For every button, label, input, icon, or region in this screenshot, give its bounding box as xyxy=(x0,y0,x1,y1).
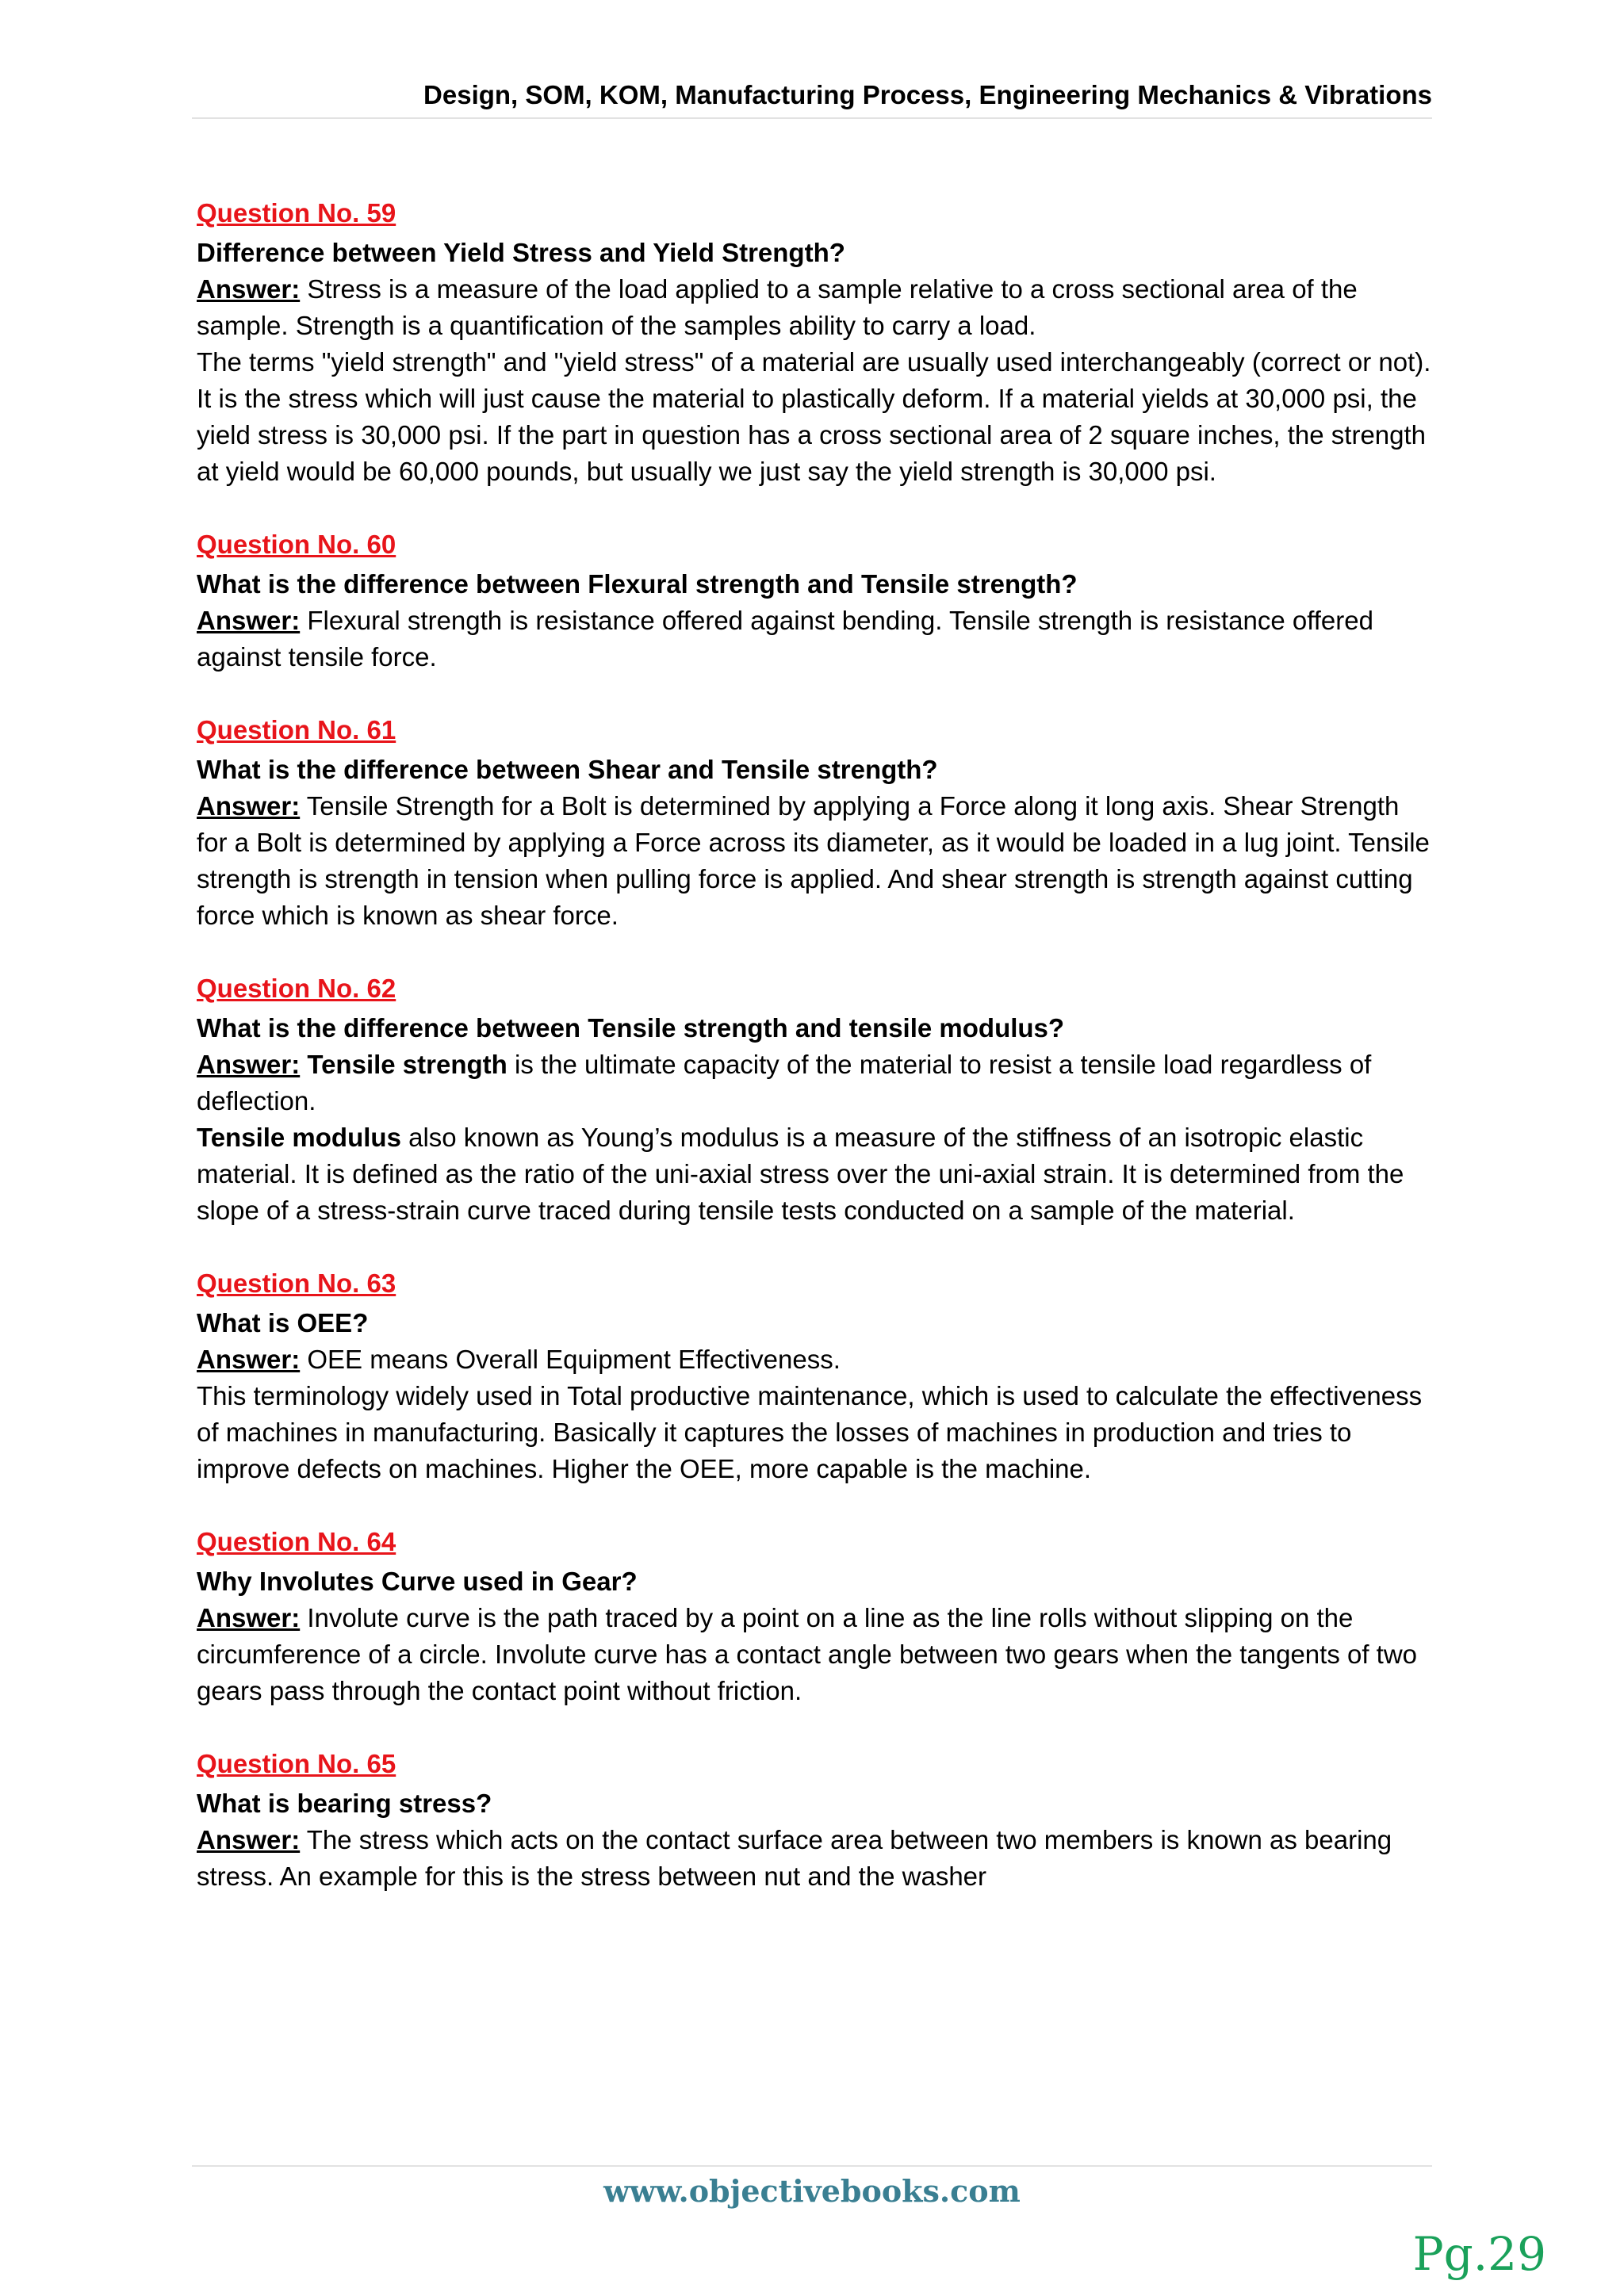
answer-continuation: This terminology widely used in Total productive maintenance, which is used to calculate the effectiveness of machines in manufacturing. Basically it captures the losses of machines in production and tries to improve defects on machines. Higher the OEE, more capable is the machine. xyxy=(197,1381,1423,1483)
footer-website-link[interactable]: www.objectivebooks.com xyxy=(603,2173,1021,2209)
answer-body: OEE means Overall Equipment Effectiveness. xyxy=(300,1345,841,1374)
question-heading: Question No. 65 xyxy=(197,1749,396,1778)
question-heading: Question No. 60 xyxy=(197,530,396,559)
qa-64 xyxy=(197,1524,1434,1709)
footer-divider xyxy=(192,2165,1432,2167)
question-text: What is the difference between Shear and Tensile strength? xyxy=(197,755,938,784)
question-heading: Question No. 63 xyxy=(197,1269,396,1298)
answer-continuation: The terms "yield strength" and "yield stress" of a material are usually used interchangeably (correct or not). It is the stress which will just cause the material to plastically deform. If a material yields at 30,000 psi, the yield stress is 30,000 psi. If the part in question has a cross sectional area of 2 square inches, the strength at yield would be 60,000 pounds, but usually we just say the yield strength is 30,000 psi. xyxy=(197,347,1431,486)
answer-continuation xyxy=(197,1119,1434,1229)
qa-65 xyxy=(197,1746,1434,1895)
running-header: Design, SOM, KOM, Manufacturing Process, Engineering Mechanics & Vibrations xyxy=(423,80,1432,109)
question-text: Difference between Yield Stress and Yield Strength? xyxy=(197,238,845,267)
answer-text xyxy=(197,1600,1434,1709)
qa-62 xyxy=(197,970,1434,1229)
term-tensile-strength: Tensile strength xyxy=(307,1050,508,1079)
question-text: What is bearing stress? xyxy=(197,1789,492,1818)
qa-60 xyxy=(197,526,1434,675)
question-heading: Question No. 64 xyxy=(197,1527,396,1556)
answer-label: Answer: xyxy=(197,1603,301,1632)
qa-61 xyxy=(197,712,1434,934)
question-heading: Question No. 59 xyxy=(197,198,396,228)
answer-body: Flexural strength is resistance offered against bending. Tensile strength is resistance offered against tensile force. xyxy=(197,606,1373,672)
question-heading: Question No. 62 xyxy=(197,974,396,1003)
answer-label: Answer: xyxy=(197,791,301,821)
answer-body: The stress which acts on the contact surface area between two members is known as bearing stress. An example for this is the stress between nut and the washer xyxy=(197,1825,1392,1891)
qa-59 xyxy=(197,195,1434,490)
answer-body: Stress is a measure of the load applied to a sample relative to a cross sectional area of the sample. Strength is a quantification of the samples ability to carry a load. xyxy=(197,274,1358,340)
question-text: What is the difference between Flexural strength and Tensile strength? xyxy=(197,569,1078,599)
term-tensile-modulus: Tensile modulus xyxy=(197,1123,401,1152)
answer-label: Answer: xyxy=(197,1825,301,1854)
header-divider xyxy=(192,117,1432,119)
answer-label: Answer: xyxy=(197,1345,301,1374)
question-text: What is the difference between Tensile strength and tensile modulus? xyxy=(197,1013,1065,1043)
answer-label: Answer: xyxy=(197,274,301,304)
answer-continuation-body: also known as Young’s modulus is a measure of the stiffness of an isotropic elastic material. It is defined as the ratio of the uni-axial stress over the uni-axial strain. It is determined from the slope of a stress-strain curve traced during tensile tests conducted on a sample of the material. xyxy=(197,1123,1404,1225)
qa-content xyxy=(197,195,1434,1931)
answer-label: Answer: xyxy=(197,1050,301,1079)
answer-text xyxy=(197,603,1434,675)
answer-text xyxy=(197,1822,1434,1895)
question-text: Why Involutes Curve used in Gear? xyxy=(197,1567,638,1596)
question-text: What is OEE? xyxy=(197,1308,369,1337)
qa-63 xyxy=(197,1265,1434,1487)
answer-text xyxy=(197,1341,1434,1378)
answer-body: Tensile Strength for a Bolt is determined by applying a Force along it long axis. Shear Strength for a Bolt is determined by applying a Force across its diameter, as it would be loaded in a lug joint. Tensile strength is strength in tension when pulling force is applied. And shear strength is strength against cutting force which is known as shear force. xyxy=(197,791,1430,930)
answer-text xyxy=(197,271,1434,344)
answer-body: is the ultimate capacity of the material to resist a tensile load regardless of deflection. xyxy=(197,1050,1372,1115)
answer-text xyxy=(197,1047,1434,1119)
answer-body: Involute curve is the path traced by a point on a line as the line rolls without slipping on the circumference of a circle. Involute curve has a contact angle between two gears when the tangents of two gears pass through the contact point without friction. xyxy=(197,1603,1418,1705)
page-number: Pg.29 xyxy=(1412,2227,1546,2281)
question-heading: Question No. 61 xyxy=(197,715,396,744)
answer-text xyxy=(197,788,1434,934)
answer-label: Answer: xyxy=(197,606,301,635)
